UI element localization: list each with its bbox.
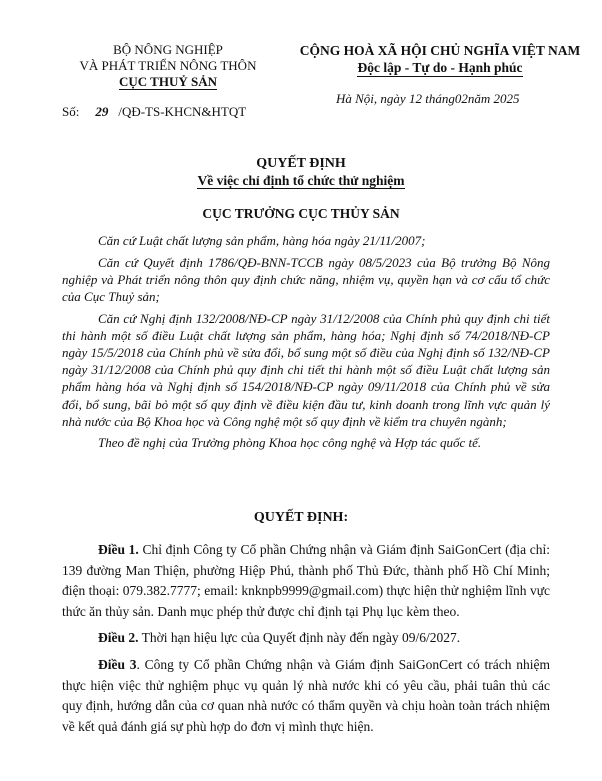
ministry-line-2: VÀ PHÁT TRIỂN NÔNG THÔN [79, 58, 257, 73]
article-3-text: . Công ty Cổ phần Chứng nhận và Giám định SaiGonCert có trách nhiệm thực hiện việc thử nghiệm phục vụ quản lý nhà nước khi có yêu cầu, phải tuân thủ các quy định, hướng dẫn của cơ quan nhà nước có thẩm quyền và chịu hoàn toàn trách nhiệm về kết quả đánh giá sự phù hợp do đơn vị mình thực hiện. [62, 656, 551, 734]
document-subtitle-text: Về việc chỉ định tổ chức thử nghiệm [197, 173, 405, 188]
decision-heading: QUYẾT ĐỊNH: [253, 510, 349, 525]
ministry-line-1: BỘ NÔNG NGHIỆP [113, 42, 223, 57]
place-and-date [336, 91, 519, 107]
date-year: năm 2025 [467, 91, 520, 106]
article-2-label: Điều 2. [98, 630, 139, 646]
nation-name: CỘNG HOÀ XÃ HỘI CHỦ NGHĨA VIỆT NAM [299, 43, 581, 58]
article-3 [62, 655, 550, 737]
document-number-label: Số: [62, 104, 80, 119]
basis-paragraph: Căn cứ Luật chất lượng sản phẩm, hàng hóa ngày 21/11/2007; [98, 233, 426, 248]
basis-paragraph: Căn cứ Nghị định 132/2008/NĐ-CP ngày 31/12/2008 của Chính phủ quy định chi tiết thi hành một số điều Luật chất lượng sản phẩm, hàng hóa; Nghị định số 74/2018/NĐ-CP ngày 15/5/2018 của Chính phủ về sửa đổi, bổ sung một số điều của Nghị định số 132/NĐ-CP ngày 31/12/2008 của Chính phủ quy định chi tiết thi hành một số điều Luật chất lượng sản phẩm hàng hóa và Nghị định số 154/2018/NĐ-CP ngày 09/11/2018 của Chính phủ về sửa đổi, bổ sung, bãi bỏ một số quy định về điều kiện đầu tư, kinh doanh trong lĩnh vực quản lý nhà nước của Bộ Khoa học và Công nghệ một số quy định về kiểm tra chuyên ngành; [62, 310, 550, 429]
document-number-value: 29 [95, 104, 109, 119]
article-2 [62, 628, 550, 649]
article-2-text: Thời hạn hiệu lực của Quyết định này đến ngày 09/6/2027. [141, 630, 461, 646]
issuing-authority: CỤC TRƯỞNG CỤC THỦY SẢN [202, 206, 400, 221]
article-1 [62, 540, 550, 622]
agency-name: CỤC THUỶ SẢN [119, 74, 217, 89]
article-3-label: Điều 3 [98, 656, 137, 672]
document-number [62, 104, 246, 120]
place-date-prefix: Hà Nội, ngày [336, 91, 406, 106]
legal-basis [62, 232, 550, 456]
articles [62, 540, 550, 743]
document-subtitle [0, 173, 602, 189]
basis-paragraph: Theo đề nghị của Trưởng phòng Khoa học công nghệ và Hợp tác quốc tế. [98, 435, 482, 451]
issuing-body-header [58, 42, 278, 90]
basis-paragraph: Căn cứ Quyết định 1786/QĐ-BNN-TCCB ngày 08/5/2023 của Bộ trưởng Bộ Nông nghiệp và Phát triển nông thôn quy định chức năng, nhiệm vụ, quyền hạn và cơ cấu tổ chức của Cục Thuỷ sản; [62, 254, 550, 304]
document-number-suffix: /QĐ-TS-KHCN&HTQT [118, 104, 247, 119]
date-month-label: tháng [425, 91, 455, 106]
document-title: QUYẾT ĐỊNH [256, 156, 346, 171]
national-header [282, 42, 598, 77]
date-day: 12 [408, 91, 422, 106]
article-1-text: Chỉ định Công ty Cổ phần Chứng nhận và Giám định SaiGonCert (địa chỉ: 139 đường Man Thiện, phường Hiệp Phú, thành phố Thủ Đức, thành phố Hồ Chí Minh; điện thoại: 079.382.7777; email: knknpb9999@gmail.com) thực hiện thử nghiệm lĩnh vực thức ăn thủy sản. Danh mục phép thử được chỉ định tại Phụ lục kèm theo. [62, 542, 551, 619]
article-1-label: Điều 1. [98, 542, 139, 557]
national-motto: Độc lập - Tự do - Hạnh phúc [357, 60, 523, 75]
date-month: 02 [454, 91, 468, 106]
